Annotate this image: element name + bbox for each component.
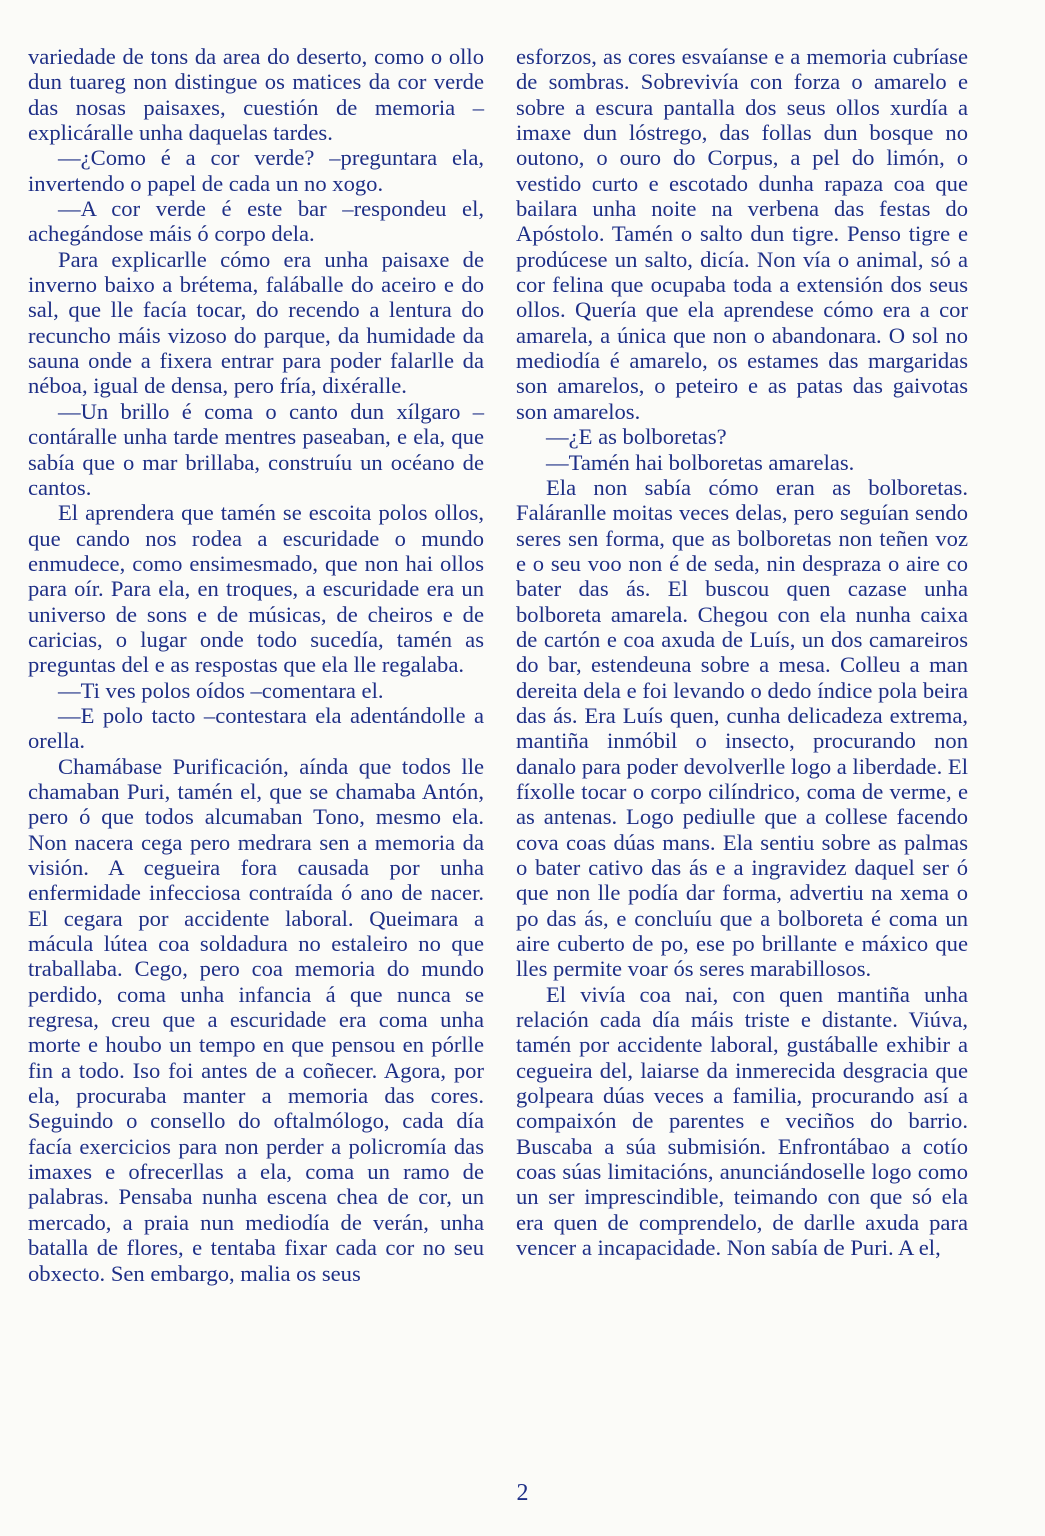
paragraph: Para explicarlle cómo era unha paisaxe de inverno baixo a brétema, faláballe do aceiro e do sal, que lle facía tocar, do recendo a lentura do recuncho máis vizoso do parque, da humidade da sauna onde a fixera entrar para poder falarlle da néboa, igual de densa, pero fría, dixéralle. <box>28 246 484 399</box>
paragraph: —Un brillo é coma o canto dun xílgaro –contáralle unha tarde mentres paseaban, e ela, que sabía que o mar brillaba, construíu un océano de cantos. <box>28 398 484 500</box>
paragraph: —¿E as bolboretas? <box>546 424 727 450</box>
paragraph: El vivía coa nai, con quen mantiña unha relación cada día máis triste e distante. Viúva, tamén por accidente laboral, gustáballe exhibir a cegueira del, laiarse da inmerecida desgracia que golpeara dúas veces a familia, procurando así a compaixón de parentes e veciños do barrio. Buscaba a súa submisión. Enfrontábao a cotío coas súas limitacións, anunciándoselle logo como un ser imprescindible, teimando con que só ela era quen de comprendelo, de darlle axuda para vencer a incapacidade. Non sabía de Puri. A el, <box>516 981 968 1261</box>
paragraph: esforzos, as cores esvaíanse e a memoria cubríase de sombras. Sobrevivía con forza o amarelo e sobre a escura pantalla dos seus ollos xurdía a imaxe dun lóstrego, das follas dun bosque no outono, o ouro do Corpus, a pel do limón, o vestido curto e escotado dunha rapaza coa que bailara unha noite na verbena das festas do Apóstolo. Tamén o salto dun tigre. Penso tigre e prodúcese un salto, dicía. Non vía o animal, só a cor felina que ocupaba toda a extensión dos seus ollos. Quería que ela aprendese cómo era a cor amarela, a única que non o abandonara. O sol no mediodía é amarelo, os estames das margaridas son amarelos, o peteiro e as patas das gaivotas son amarelos. <box>516 44 968 424</box>
paragraph: Ela non sabía cómo eran as bolboretas. Faláranlle moitas veces delas, pero seguían sendo seres sen forma, que as bolboretas non teñen voz e o seu voo non é de seda, nin despraza o aire co bater das ás. El buscou quen cazase unha bolboreta amarela. Chegou con ela nunha caixa de cartón e coa axuda de Luís, un dos camareiros do bar, estendeuna sobre a mesa. Colleu a man dereita dela e foi levando o dedo índice pola beira das ás. Era Luís quen, cunha delicadeza extrema, mantiña inmóbil o insecto, procurando non danalo para poder devolverlle logo a liberdade. El fíxolle tocar o corpo cilíndrico, coma de verme, e as antenas. Logo pediulle que a collese facendo cova coas dúas mans. Ela sentiu sobre as palmas o bater cativo das ás e a ingravidez daquel ser ó que non lle podía dar forma, advertiu na xema o po das ás, e concluíu que a bolboreta é coma un aire cuberto de po, ese po brillante e máxico que lles permite voar ós seres marabillosos. <box>516 474 968 982</box>
paragraph: variedade de tons da area do deserto, como o ollo dun tuareg non distingue os matices da cor verde das nosas paisaxes, cuestión de memoria –explicáralle unha daquelas tardes. <box>28 44 484 146</box>
paragraph: —A cor verde é este bar –respondeu el, achegándose máis ó corpo dela. <box>28 196 484 247</box>
paragraph: —E polo tacto –contestara ela adentándolle a orella. <box>28 702 484 754</box>
paragraph: El aprendera que tamén se escoita polos ollos, que cando nos rodea a escuridade o mundo enmudece, como ensimesmado, que non hai ollos para oír. Para ela, en troques, a escuridade era un universo de sons e de músicas, de cheiros e de caricias, o lugar onde todo sucedía, tamén as preguntas del e as respostas que ela lle regalaba. <box>28 500 484 678</box>
paragraph: —Ti ves polos oídos –comentara el. <box>58 677 384 703</box>
left-column <box>28 44 484 1286</box>
paragraph: —¿Como é a cor verde? –preguntara ela, invertendo o papel de cada un no xogo. <box>28 145 484 196</box>
page-number: 2 <box>516 1480 529 1506</box>
paragraph: —Tamén hai bolboretas amarelas. <box>546 449 855 475</box>
right-column <box>516 44 968 1261</box>
paragraph: Chamábase Purificación, aínda que todos lle chamaban Puri, tamén el, que se chamaba Antón, pero ó que todos alcumaban Tono, mesmo ela. Non nacera cega pero medrara sen a memoria da visión. A cegueira fora causada por unha enfermidade infecciosa contraída ó ano de nacer. El cegara por accidente laboral. Queimara a mácula lútea coa soldadura no estaleiro no que traballaba. Cego, pero coa memoria do mundo perdido, coma unha infancia á que nunca se regresa, creu que a escuridade era coma unha morte e houbo un tempo en que pensou en pórlle fin a todo. Iso foi antes de a coñecer. Agora, por ela, procuraba manter a memoria das cores. Seguindo o consello do oftalmólogo, cada día facía exercicios para non perder a policromía das imaxes e ofrecerllas a ela, coma un ramo de palabras. Pensaba nunha escena chea de cor, un mercado, a praia nun mediodía de verán, unha batalla de flores, e tentaba fixar cada cor no seu obxecto. Sen embargo, malia os seus <box>28 753 484 1286</box>
